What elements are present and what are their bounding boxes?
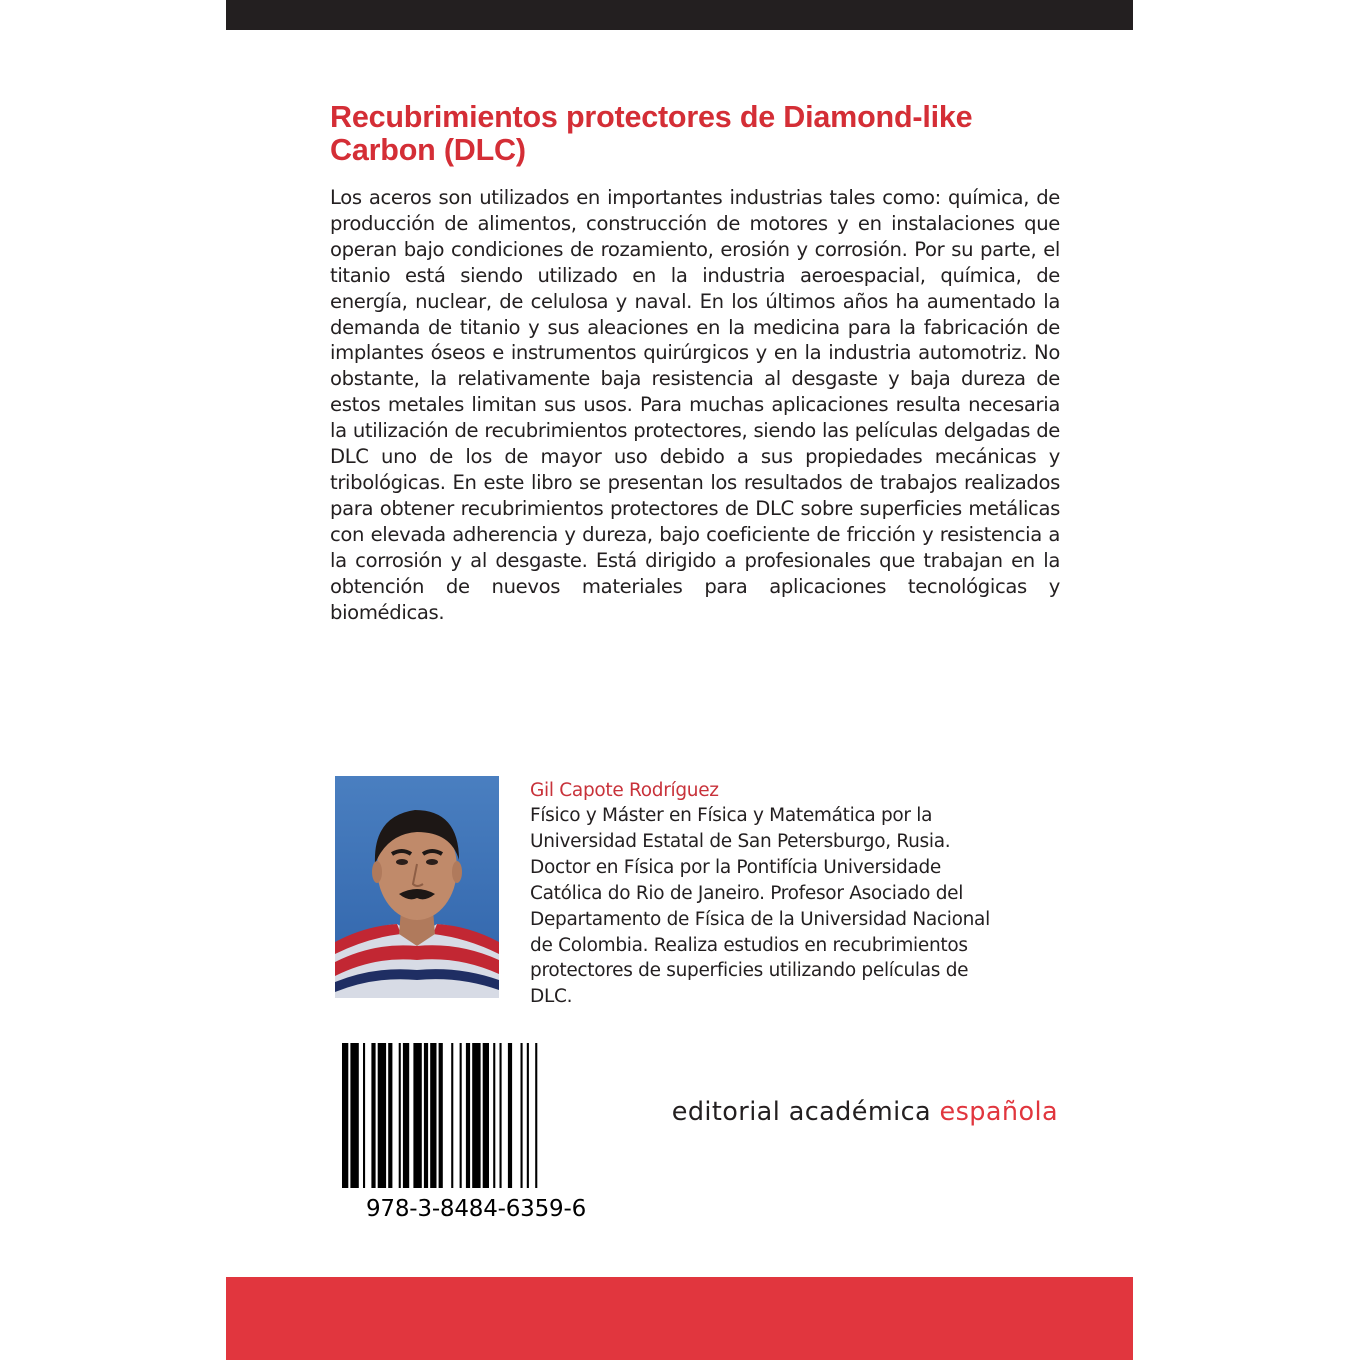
author-name: Gil Capote Rodríguez xyxy=(530,780,719,801)
publisher-name: editorial académica xyxy=(671,1097,940,1127)
isbn-number: 978-3-8484-6359-6 xyxy=(365,1196,587,1222)
bottom-band xyxy=(226,1277,1133,1360)
publisher-name-accent: española xyxy=(939,1097,1058,1127)
author-bio: Físico y Máster en Física y Matemática por la Universidad Estatal de San Petersburgo, Rusia. Doctor en Física por la Pontifícia Universidade Católica do Rio de Janeiro. Profesor Asociado del Departamento de Física de la Universidad Nacional de Colombia. Realiza estudios en recubrimientos protectores de superficies utilizando películas de DLC. xyxy=(530,805,990,1008)
book-title: Recubrimientos protectores de Diamond-like Carbon (DLC) xyxy=(330,100,973,167)
author-photo xyxy=(335,776,499,998)
book-back-cover xyxy=(226,0,1133,1360)
top-band xyxy=(226,0,1133,30)
isbn-barcode xyxy=(342,1043,610,1188)
publisher-logo xyxy=(672,1094,1058,1130)
book-description: Los aceros son utilizados en importantes industrias tales como: química, de producción de alimentos, construcción de motores y en instalaciones que operan bajo condiciones de rozamiento, erosión y corrosión. Por su parte, el titanio está siendo utilizado en la industria aeroespacial, química, de energía, nuclear, de celulosa y naval. En los últimos años ha aumentado la demanda de titanio y sus aleaciones en la medicina para la fabricación de implantes óseos e instrumentos quirúrgicos y en la industria automotriz. No obstante, la relativamente baja resistencia al desgaste y baja dureza de estos metales limitan sus usos. Para muchas aplicaciones resulta necesaria la utilización de recubrimientos protectores, siendo las películas delgadas de DLC uno de los de mayor uso debido a sus propiedades mecánicas y tribológicas. En este libro se presentan los resultados de trabajos realizados para obtener recubrimientos protectores de DLC sobre superficies metálicas con elevada adherencia y dureza, bajo coeficiente de fricción y resistencia a la corrosión y al desgaste. Está dirigido a profesionales que trabajan en la obtención de nuevos materiales para aplicaciones tecnológicas y biomédicas. xyxy=(330,186,1060,624)
